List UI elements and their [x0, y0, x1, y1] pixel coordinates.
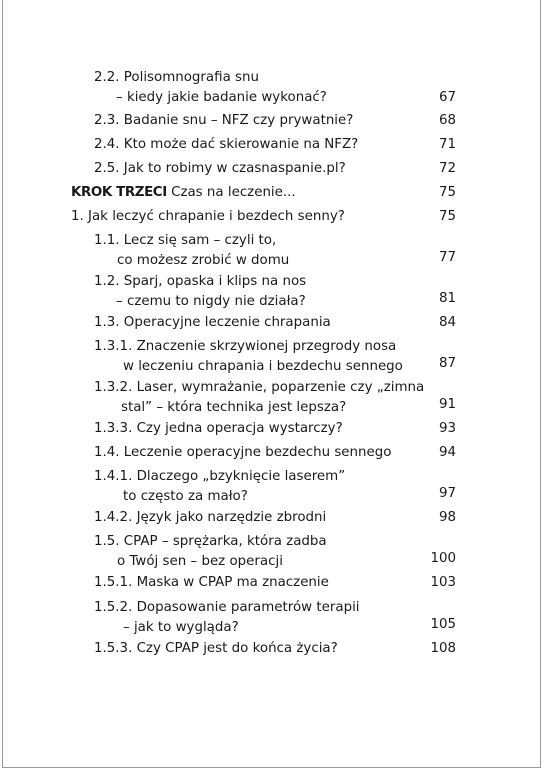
toc-page-number: 103 [430, 575, 456, 590]
toc-page-number: 72 [438, 161, 456, 176]
toc-entry-title: 1.3.2. Laser, wymrażanie, poparzenie czy „zimna [94, 380, 425, 395]
toc-entry-2-5[interactable] [94, 159, 346, 179]
toc-entry-1-4[interactable] [94, 443, 391, 463]
toc-entry-title: 1.1. Lecz się sam – czyli to, [94, 233, 277, 248]
toc-entry-1-5-2[interactable] [94, 598, 360, 638]
toc-entry-title-cont: o Twój sen – bez operacji [117, 554, 283, 569]
toc-entry-title: 1.5.3. Czy CPAP jest do końca życia? [94, 641, 338, 656]
toc-page-number: 81 [438, 291, 456, 306]
toc-page-number: 71 [438, 137, 456, 152]
toc-entry-title: 2.4. Kto może dać skierowanie na NFZ? [94, 137, 359, 152]
toc-entry-title-cont: w leczeniu chrapania i bezdechu sennego [123, 359, 403, 374]
toc-page-number: 97 [438, 486, 456, 501]
toc-entry-title-cont: stal” – która technika jest lepsza? [121, 400, 347, 415]
toc-page-number: 75 [438, 209, 456, 224]
toc-entry-title-cont: – czemu to nigdy nie działa? [116, 294, 306, 309]
toc-entry-title: 2.2. Polisomnografia snu [94, 70, 259, 85]
toc-entry-1-4-1[interactable] [94, 467, 345, 507]
toc-entry-2-4[interactable] [94, 135, 358, 155]
toc-entry-title: 1.3. Operacyjne leczenie chrapania [94, 315, 331, 330]
toc-entry-title: 2.5. Jak to robimy w czasnaspanie.pl? [94, 161, 346, 176]
toc-entry-title: 1.4.1. Dlaczego „bzyknięcie laserem” [94, 469, 346, 484]
toc-entry-1-3[interactable] [94, 313, 331, 333]
toc-entry-title: 1.5.2. Dopasowanie parametrów terapii [94, 600, 360, 615]
toc-page-number: 77 [438, 250, 456, 265]
toc-entry-title: 1.4.2. Język jako narzędzie zbrodni [94, 510, 327, 525]
toc-page-number: 108 [430, 641, 456, 656]
toc-page-number: 98 [438, 510, 456, 525]
toc-page-number: 84 [438, 315, 456, 330]
toc-entry-1-5-1[interactable] [94, 573, 329, 593]
toc-page-number: 94 [438, 445, 456, 460]
toc-entry-2-2[interactable] [94, 68, 327, 108]
toc-entry-1-5[interactable] [94, 532, 327, 572]
toc-page-number: 105 [430, 617, 456, 632]
toc-entry-title-cont: – kiedy jakie badanie wykonać? [116, 90, 327, 105]
toc-page-number: 91 [438, 397, 456, 412]
step-heading: KROK TRZECI [71, 185, 167, 200]
toc-entry-title: 1.5.1. Maska w CPAP ma znaczenie [94, 575, 329, 590]
toc-entry-title: 2.3. Badanie snu – NFZ czy prywatnie? [94, 113, 354, 128]
toc-entry-1-5-3[interactable] [94, 639, 338, 659]
toc-entry-2-3[interactable] [94, 111, 353, 131]
toc-entry-1[interactable] [71, 207, 345, 227]
toc-entry-title-cont: to często za mało? [123, 489, 248, 504]
toc-entry-title-cont: co możesz zrobić w domu [117, 253, 290, 268]
toc-page-number: 93 [438, 421, 456, 436]
toc-entry-krok-trzeci[interactable] [71, 183, 296, 203]
toc-entry-title: 1.5. CPAP – sprężarka, która zadba [94, 534, 327, 549]
toc-entry-1-4-2[interactable] [94, 508, 326, 528]
toc-page-number: 87 [438, 356, 456, 371]
toc-entry-title: Czas na leczenie... [171, 185, 296, 200]
toc-entry-title: 1.3.3. Czy jedna operacja wystarczy? [94, 421, 343, 436]
toc-entry-1-1[interactable] [94, 231, 289, 271]
toc-page-number: 75 [438, 185, 456, 200]
toc-page-number: 100 [430, 551, 456, 566]
toc-entry-title: 1. Jak leczyć chrapanie i bezdech senny? [71, 209, 345, 224]
toc-entry-1-2[interactable] [94, 272, 306, 312]
toc-entry-title-cont: – jak to wygląda? [123, 620, 239, 635]
toc-page-number: 68 [438, 113, 456, 128]
toc-entry-title: 1.4. Leczenie operacyjne bezdechu sennego [94, 445, 392, 460]
toc-entry-1-3-3[interactable] [94, 419, 343, 439]
toc-entry-title: 1.2. Sparj, opaska i klips na nos [94, 274, 307, 289]
toc-entry-title: 1.3.1. Znaczenie skrzywionej przegrody nosa [94, 339, 397, 354]
toc-page-number: 67 [438, 90, 456, 105]
toc-entry-1-3-1[interactable] [94, 337, 403, 377]
toc-entry-1-3-2[interactable] [94, 378, 424, 418]
